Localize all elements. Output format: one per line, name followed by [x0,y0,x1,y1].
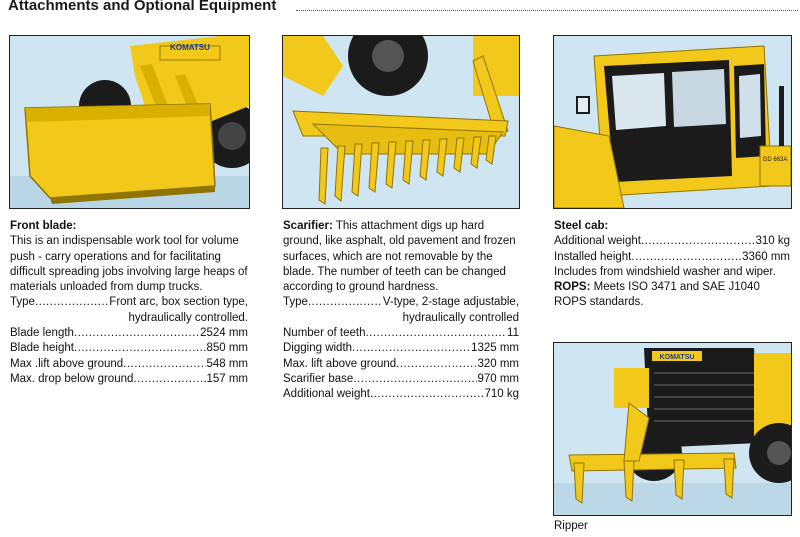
steel-cab-note: Includes from windshield washer and wiper. [554,265,776,278]
rops-text: Meets ISO 3471 and SAE J1040 ROPS standards. [554,281,760,309]
leader-dots [641,234,756,249]
spec-label: Blade height [10,342,74,355]
front-blade-type-continued: hydraulically controlled. [128,311,248,324]
spec-row [283,357,519,372]
spec-label: Type [283,296,308,309]
spec-row [283,387,519,402]
leader-dots [123,357,206,372]
spec-value: 320 mm [477,357,519,370]
scarifier-title: Scarifier: [283,220,333,232]
leader-dots [365,326,507,341]
rops-note [554,280,790,311]
steel-cab-photo [553,35,792,209]
front-blade-section [10,219,248,387]
ripper-caption: Ripper [554,520,588,532]
spec-label: Installed height [554,250,632,263]
ripper-illustration [554,343,791,515]
rops-label: ROPS: [554,281,591,294]
front-blade-title: Front blade: [10,220,77,232]
spec-label: Additional weight [554,235,641,248]
page-title: Attachments and Optional Equipment [8,0,277,14]
spec-label: Additional weight [283,388,370,401]
steel-cab-section [554,219,790,311]
leader-dots [396,357,477,372]
front-blade-illustration [10,36,249,208]
scarifier-type-row [283,295,519,310]
leader-dots [308,295,383,310]
spec-value: 1325 mm [471,342,519,355]
spec-value: 710 kg [484,388,519,401]
spec-row [10,372,248,387]
leader-dots [35,295,109,310]
scarifier-description: This attachment digs up hard ground, like asphalt, old pavement and frozen surfaces, which are not removable by the blade. The number of teeth can be changed according to ground hardness. [283,220,516,294]
scarifier-illustration [283,36,519,208]
scarifier-photo [282,35,520,209]
spec-value: 850 mm [206,342,248,355]
leader-dots [353,372,477,387]
leader-dots [74,341,207,356]
spec-value: 157 mm [206,372,248,385]
spec-label: Type [10,296,35,309]
spec-row [10,357,248,372]
spec-row [10,326,248,341]
steel-cab-illustration [554,36,791,208]
blade-brand-logo: KOMATSU [170,43,210,52]
leader-dots [74,326,200,341]
leader-dots [631,250,742,265]
spec-value: 11 [507,327,519,340]
leader-dots [352,341,471,356]
spec-row [554,234,790,249]
scarifier-intro [283,219,519,295]
header-rule [296,10,798,11]
spec-value: 970 mm [477,372,519,385]
spec-value: Front arc, box section type, [109,296,248,309]
scarifier-type-continued: hydraulically controlled [402,311,519,324]
spec-label: Max .lift above ground [10,357,124,370]
spec-label: Max. lift above ground [283,357,397,370]
scarifier-section [283,219,519,403]
spec-value: V-type, 2-stage adjustable, [382,296,519,309]
spec-label: Blade length [10,327,74,340]
leader-dots [133,372,206,387]
leader-dots [370,387,485,402]
spec-label: Digging width [283,342,353,355]
steel-cab-title: Steel cab: [554,220,609,232]
spec-label: Scarifier base [283,372,354,385]
front-blade-spec-list [10,326,248,387]
spec-value: 3360 mm [742,250,790,263]
spec-row [283,341,519,356]
spec-row [10,341,248,356]
cab-model-label: GD 663A [762,157,788,163]
ripper-brand-logo: KOMATSU [659,354,695,361]
spec-label: Number of teeth [283,327,366,340]
spec-row [554,250,790,265]
front-blade-description: This is an indispensable work tool for volume push - carry operations and for facilitating difficult spreading jobs involving large heaps of materials unloaded from dump trucks. [10,235,248,294]
ripper-photo [553,342,792,516]
spec-value: 2524 mm [200,327,248,340]
spec-row [283,372,519,387]
spec-value: 548 mm [206,357,248,370]
spec-label: Max. drop below ground [10,372,134,385]
section-header [8,0,798,16]
front-blade-type-row [10,295,248,310]
front-blade-photo [9,35,250,209]
spec-value: 310 kg [755,235,790,248]
scarifier-spec-list [283,326,519,402]
spec-row [283,326,519,341]
